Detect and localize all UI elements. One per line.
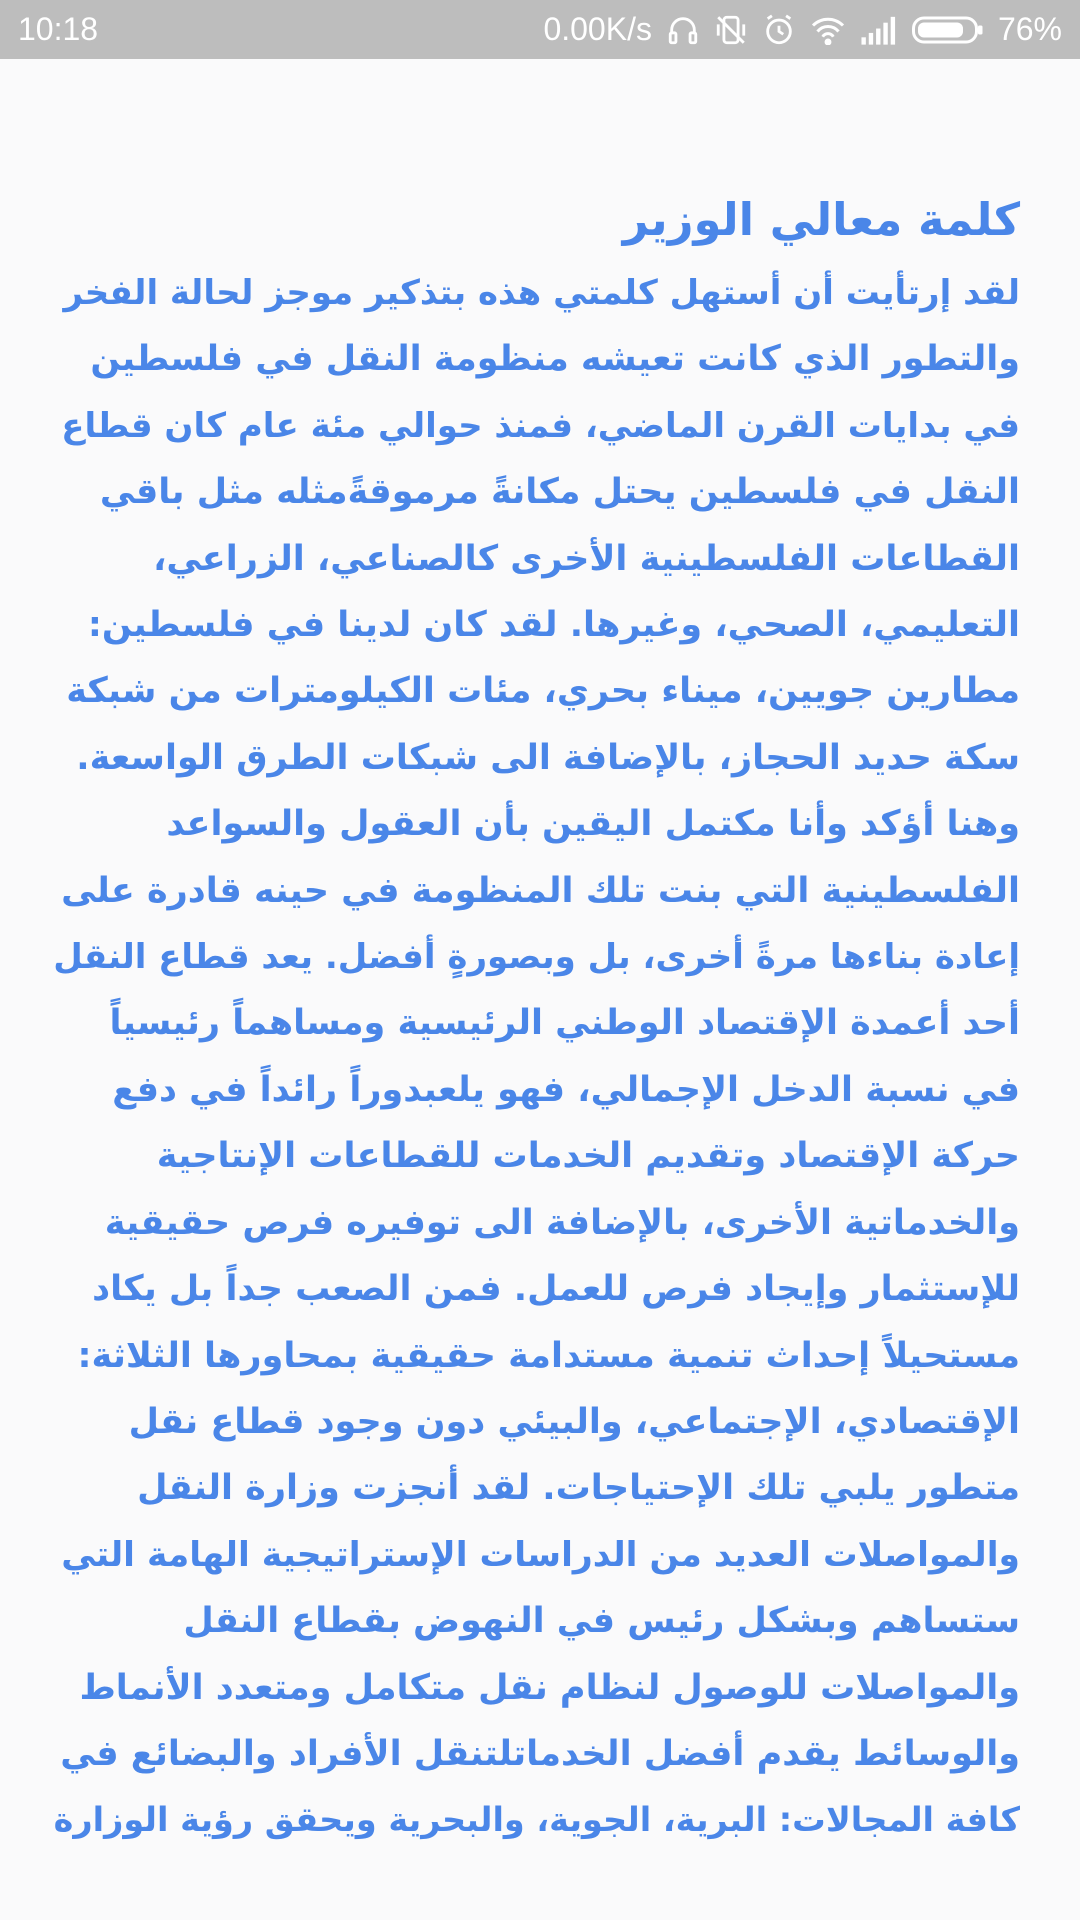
battery-percent: 76% — [997, 11, 1062, 47]
status-time: 10:18 — [18, 11, 99, 47]
article-line: ستساهم وبشكل رئيس في النهوض بقطاع النقل — [183, 1601, 1020, 1642]
article-line: والوسائط يقدم أفضل الخدماتلتنقل الأفراد والبضائع في — [60, 1733, 1020, 1774]
wifi-icon — [810, 15, 846, 45]
article-line: وهنا أؤكد وأنا مكتمل اليقين بأن العقول والسواعد — [166, 804, 1020, 845]
article-line: للإستثمار وإيجاد فرص للعمل. فمن الصعب جداً بل يكاد — [92, 1269, 1020, 1310]
article-body — [50, 260, 1020, 1854]
article-line: حركة الإقتصاد وتقديم الخدمات للقطاعات الإنتاجية — [156, 1136, 1020, 1177]
article-line: الإقتصادي، الإجتماعي، والبيئي دون وجود قطاع نقل — [128, 1401, 1020, 1442]
vibrate-off-icon — [714, 13, 748, 47]
article-title: كلمة معالي الوزير — [622, 193, 1020, 246]
article-line: والخدماتية الأخرى، بالإضافة الى توفيره فرص حقيقية — [104, 1202, 1020, 1243]
article-line: الفلسطينية التي بنت تلك المنظومة في حينه قادرة على — [61, 870, 1020, 911]
article-line: سكة حديد الحجاز، بالإضافة الى شبكات الطرق الواسعة. — [76, 737, 1020, 778]
signal-icon — [860, 15, 898, 45]
battery-icon — [912, 15, 984, 45]
article-line: متطور يلبي تلك الإحتياجات. لقد أنجزت وزارة النقل — [137, 1468, 1020, 1509]
article-line: والمواصلات العديد من الدراسات الإستراتيجية الهامة التي — [61, 1534, 1020, 1575]
status-bar — [0, 0, 1080, 59]
article-line: والمواصلات للوصول لنظام نقل متكامل ومتعدد الأنماط — [79, 1667, 1020, 1708]
article-line: النقل في فلسطين يحتل مكانةً مرموقةًمثله مثل باقي — [99, 472, 1020, 513]
status-icons — [543, 11, 1062, 48]
article-line: القطاعات الفلسطينية الأخرى كالصناعي، الزراعي، — [153, 538, 1020, 579]
article-line: إعادة بناءها مرةً أخرى، بل وبصورةٍ أفضل. يعد قطاع النقل — [53, 937, 1020, 978]
article-line: مستحيلاً إحداث تنمية مستدامة حقيقية بمحاورها الثلاثة: — [77, 1335, 1020, 1376]
net-speed: 0.00K/s — [543, 11, 652, 47]
article-line: والتطور الذي كانت تعيشه منظومة النقل في فلسطين — [90, 339, 1020, 380]
article-line: أحد أعمدة الإقتصاد الوطني الرئيسية ومساهماً رئيسياً — [109, 1003, 1020, 1044]
article-line: التعليمي، الصحي، وغيرها. لقد كان لدينا في فلسطين: — [87, 605, 1020, 646]
article-line: في بدايات القرن الماضي، فمنذ حوالي مئة عام كان قطاع — [61, 405, 1020, 446]
headphones-icon — [666, 13, 700, 47]
alarm-icon — [762, 13, 796, 47]
article-line: مطارين جويين، ميناء بحري، مئات الكيلومترات من شبكة — [66, 671, 1020, 712]
article-line: كافة المجالات: البرية، الجوية، والبحرية ويحقق رؤية الوزارة — [53, 1800, 1020, 1840]
article-content — [50, 180, 1020, 1854]
article-line: لقد إرتأيت أن أستهل كلمتي هذه بتذكير موجز لحالة الفخر — [63, 273, 1020, 313]
article-line: في نسبة الدخل الإجمالي، فهو يلعبدوراً رائداً في دفع — [112, 1069, 1020, 1110]
